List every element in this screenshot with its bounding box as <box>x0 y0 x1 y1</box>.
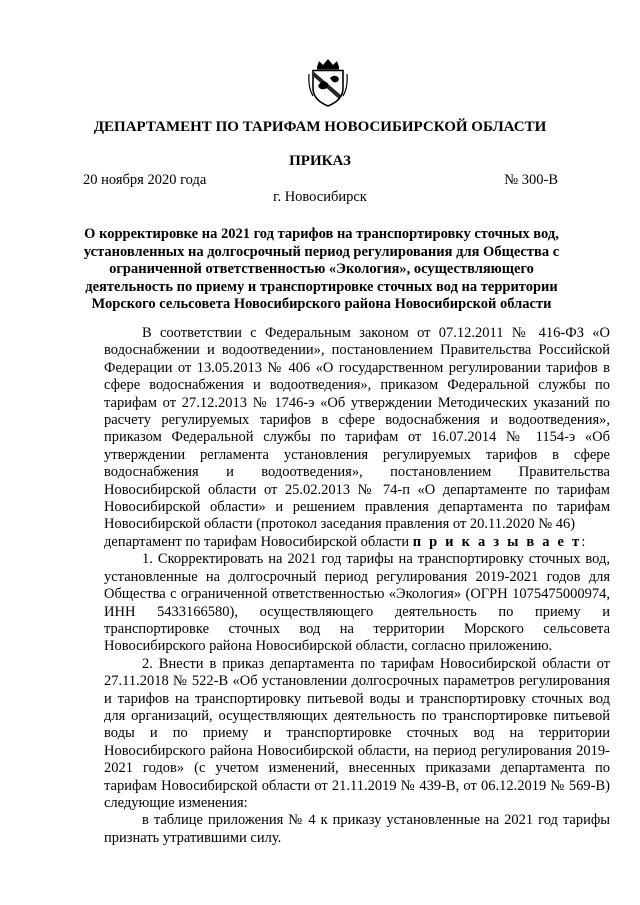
order-subject: О корректировке на 2021 год тарифов на транспортировку сточных вод, установленных на долгосрочный период регулирования для Общества с ограниченной ответственностью «Экология», осуществляющего деятельность по приему и транспортировке сточных вод на территории Морского сельсовета Новосибирского района Новосибирской области <box>83 226 560 312</box>
decree-lead: департамент по тарифам Новосибирской области <box>104 533 410 550</box>
decree-line <box>104 534 610 551</box>
preamble-paragraph: В соответствии с Федеральным законом от 07.12.2011 № 416-ФЗ «О водоснабжении и водоотведении», постановлением Правительства Российской Федерации от 13.05.2013 № 406 «О государственном регулировании тарифов в сфере водоснабжения и водоотведения», приказом Федеральной службы по тарифам от 27.12.2013 № 1746-э «Об утверждении Методических указаний по расчету регулируемых тарифов в сфере водоснабжения и водоотведения», приказом Федеральной службы по тарифам от 16.07.2014 № 1154-э «Об утверждении регламента установления регулируемых тарифов в сфере водоснабжения и водоотведения», постановлением Правительства Новосибирской области от 25.02.2013 № 74-п «О департаменте по тарифам Новосибирской области» и решением правления департамента по тарифам Новосибирской области (протокол заседания правления от 20.11.2020 № 46) <box>104 325 610 533</box>
order-date: 20 ноября 2020 года <box>83 172 207 188</box>
department-title: ДЕПАРТАМЕНТ ПО ТАРИФАМ НОВОСИБИРСКОЙ ОБЛАСТИ <box>93 119 547 135</box>
order-city: г. Новосибирск <box>273 189 367 205</box>
item-1-paragraph: 1. Скорректировать на 2021 год тарифы на транспортировку сточных вод, установленные на долгосрочный период регулирования 2019-2021 годов для Общества с ограниченной ответственностью «Экология» (ОГРН 1075475000974, ИНН 5433166580), осуществляющего деятельность по приему и транспортировке сточных вод на территории Морского сельсовета Новосибирского района Новосибирской области, согласно приложению. <box>104 551 610 655</box>
item-2-sub-paragraph: в таблице приложения № 4 к приказу установленные на 2021 год тарифы признать утратившими силу. <box>104 812 610 846</box>
item-2-paragraph: 2. Внести в приказ департамента по тарифам Новосибирской области от 27.11.2018 № 522-В «Об установлении долгосрочных параметров регулирования и тарифов на транспортировку питьевой воды и транспортировку сточных вод для организаций, осуществляющих деятельность по транспортировке питьевой воды и по приему и транспортировке сточных вод на территории Новосибирского района Новосибирской области, на период регулирования 2019-2021 годов» (с учетом изменений, внесенных приказами департамента по тарифам Новосибирской области от 21.11.2019 № 439-В, от 06.12.2019 № 569-В) следующие изменения: <box>104 655 610 811</box>
order-number: № 300-В <box>504 172 558 188</box>
decree-colon: : <box>581 533 586 550</box>
order-body <box>104 325 610 847</box>
order-label: ПРИКАЗ <box>289 153 351 169</box>
coat-of-arms-icon <box>308 58 348 108</box>
decree-word: п р и к а з ы в а е т <box>412 533 582 550</box>
